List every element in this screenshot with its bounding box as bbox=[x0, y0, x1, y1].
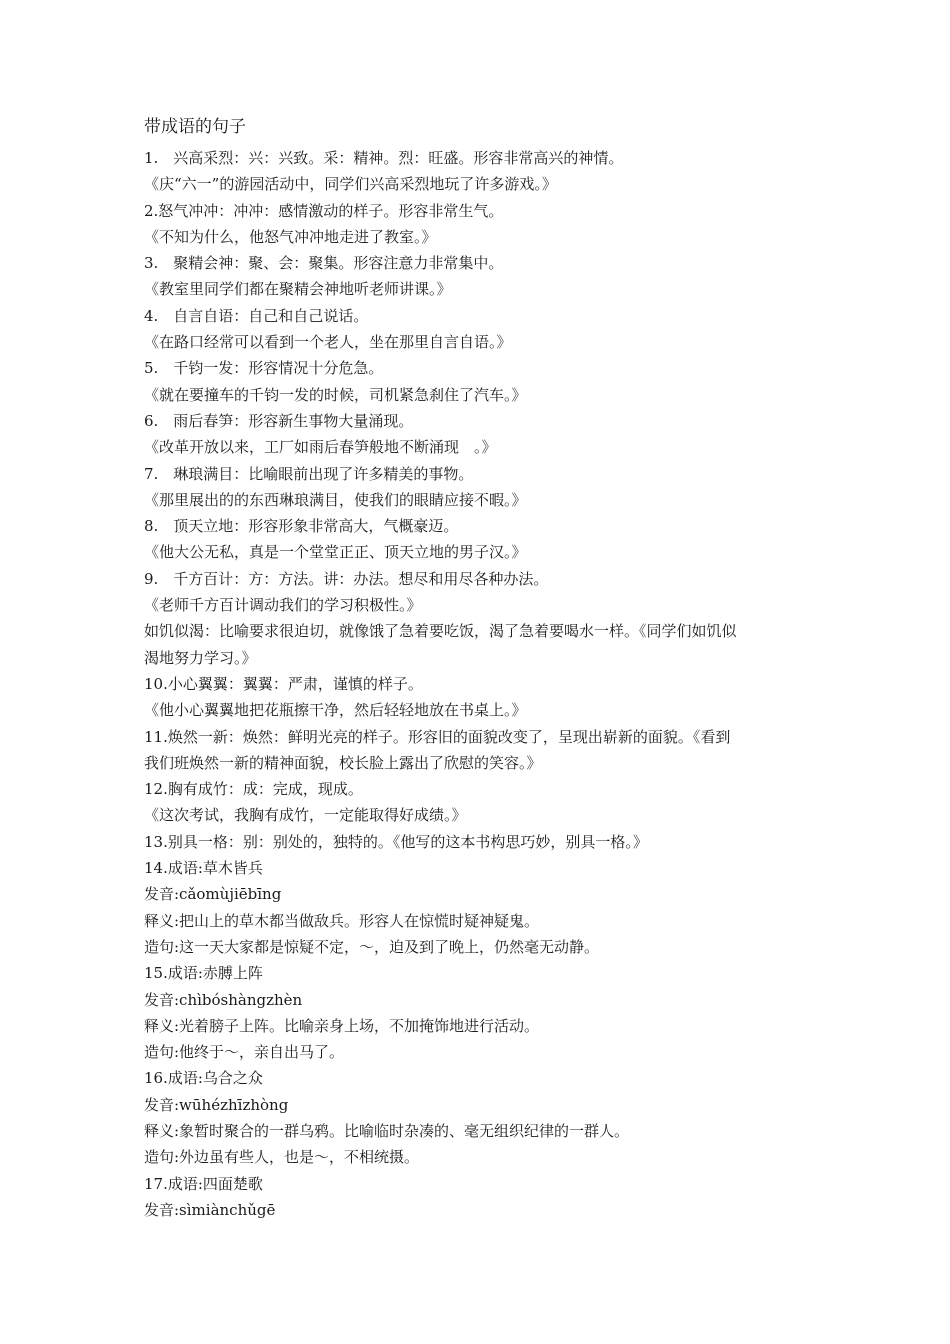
text-line: 造句:他终于～，亲自出马了。 bbox=[144, 1043, 345, 1062]
text-line: 渴地努力学习。》 bbox=[144, 648, 257, 667]
text-line: 造句:这一天大家都是惊疑不定，～，迫及到了晚上，仍然毫无动静。 bbox=[144, 937, 600, 956]
text-line: 3. 聚精会神：聚、会：聚集。形容注意力非常集中。 bbox=[144, 254, 504, 273]
text-line: 如饥似渴：比喻要求很迫切，就像饿了急着要吃饭，渴了急着要喝水一样。《同学们如饥似 bbox=[144, 622, 737, 641]
text-line: 我们班焕然一新的精神面貌，校长脸上露出了欣慰的笑容。》 bbox=[144, 753, 542, 772]
text-line: 6. 雨后春笋：形容新生事物大量涌现。 bbox=[144, 411, 414, 430]
text-line: 释义:象暂时聚合的一群乌鸦。比喻临时杂凑的、毫无组织纪律的一群人。 bbox=[144, 1121, 630, 1140]
text-line: 《老师千方百计调动我们的学习积极性。》 bbox=[144, 596, 422, 615]
text-line: 发音:wūhézhīzhòng bbox=[144, 1095, 289, 1114]
text-line: 4. 自言自语：自己和自己说话。 bbox=[144, 306, 369, 325]
text-line: 《教室里同学们都在聚精会神地听老师讲课。》 bbox=[144, 280, 452, 299]
text-line: 17.成语:四面楚歌 bbox=[144, 1174, 263, 1193]
text-line: 15.成语:赤膊上阵 bbox=[144, 964, 263, 983]
text-line: 13.别具一格：别：别处的，独特的。《他写的这本书构思巧妙，别具一格。》 bbox=[144, 832, 648, 851]
text-line: 造句:外边虽有些人，也是～，不相统摄。 bbox=[144, 1148, 420, 1167]
text-line: 《就在要撞车的千钧一发的时候，司机紧急刹住了汽车。》 bbox=[144, 385, 527, 404]
text-line: 发音:cǎomùjiēbīng bbox=[144, 885, 282, 904]
text-line: 7. 琳琅满目：比喻眼前出现了许多精美的事物。 bbox=[144, 464, 474, 483]
text-line: 释义:光着膀子上阵。比喻亲身上场，不加掩饰地进行活动。 bbox=[144, 1016, 540, 1035]
text-line: 发音:sìmiànchǔgē bbox=[144, 1200, 276, 1219]
text-line: 《在路口经常可以看到一个老人，坐在那里自言自语。》 bbox=[144, 333, 512, 352]
text-line: 发音:chìbóshàngzhèn bbox=[144, 990, 303, 1009]
text-line: 释义:把山上的草木都当做敌兵。形容人在惊慌时疑神疑鬼。 bbox=[144, 911, 540, 930]
text-line: 11.焕然一新：焕然：鲜明光亮的样子。形容旧的面貌改变了，呈现出崭新的面貌。《看到 bbox=[144, 727, 731, 746]
text-line: 《他小心翼翼地把花瓶擦干净，然后轻轻地放在书桌上。》 bbox=[144, 701, 527, 720]
text-line: 《那里展出的的东西琳琅满目，使我们的眼睛应接不暇。》 bbox=[144, 490, 527, 509]
text-line: 14.成语:草木皆兵 bbox=[144, 859, 263, 878]
text-line: 2.怒气冲冲：冲冲：感情激动的样子。形容非常生气。 bbox=[144, 201, 504, 220]
text-line: 《他大公无私，真是一个堂堂正正、顶天立地的男子汉。》 bbox=[144, 543, 527, 562]
text-line: 《庆“六一”的游园活动中，同学们兴高采烈地玩了许多游戏。》 bbox=[144, 175, 557, 194]
text-line: 5. 千钧一发：形容情况十分危急。 bbox=[144, 359, 384, 378]
text-line: 12.胸有成竹：成：完成，现成。 bbox=[144, 780, 363, 799]
text-line: 16.成语:乌合之众 bbox=[144, 1069, 263, 1088]
text-line: 《这次考试，我胸有成竹，一定能取得好成绩。》 bbox=[144, 806, 467, 825]
text-line: 10.小心翼翼：翼翼：严肃，谨慎的样子。 bbox=[144, 674, 423, 693]
text-line: 1. 兴高采烈：兴：兴致。采：精神。烈：旺盛。形容非常高兴的神情。 bbox=[144, 149, 624, 167]
text-line: 9. 千方百计：方：方法。讲：办法。想尽和用尽各种办法。 bbox=[144, 569, 549, 588]
text-line: 8. 顶天立地：形容形象非常高大，气概豪迈。 bbox=[144, 517, 459, 536]
document-body bbox=[144, 145, 824, 1223]
text-line: 《不知为什么，他怒气冲冲地走进了教室。》 bbox=[144, 227, 437, 246]
document-title: 带成语的句子 bbox=[144, 117, 246, 137]
text-line: 《改革开放以来，工厂如雨后春笋般地不断涌现 。》 bbox=[144, 438, 497, 457]
